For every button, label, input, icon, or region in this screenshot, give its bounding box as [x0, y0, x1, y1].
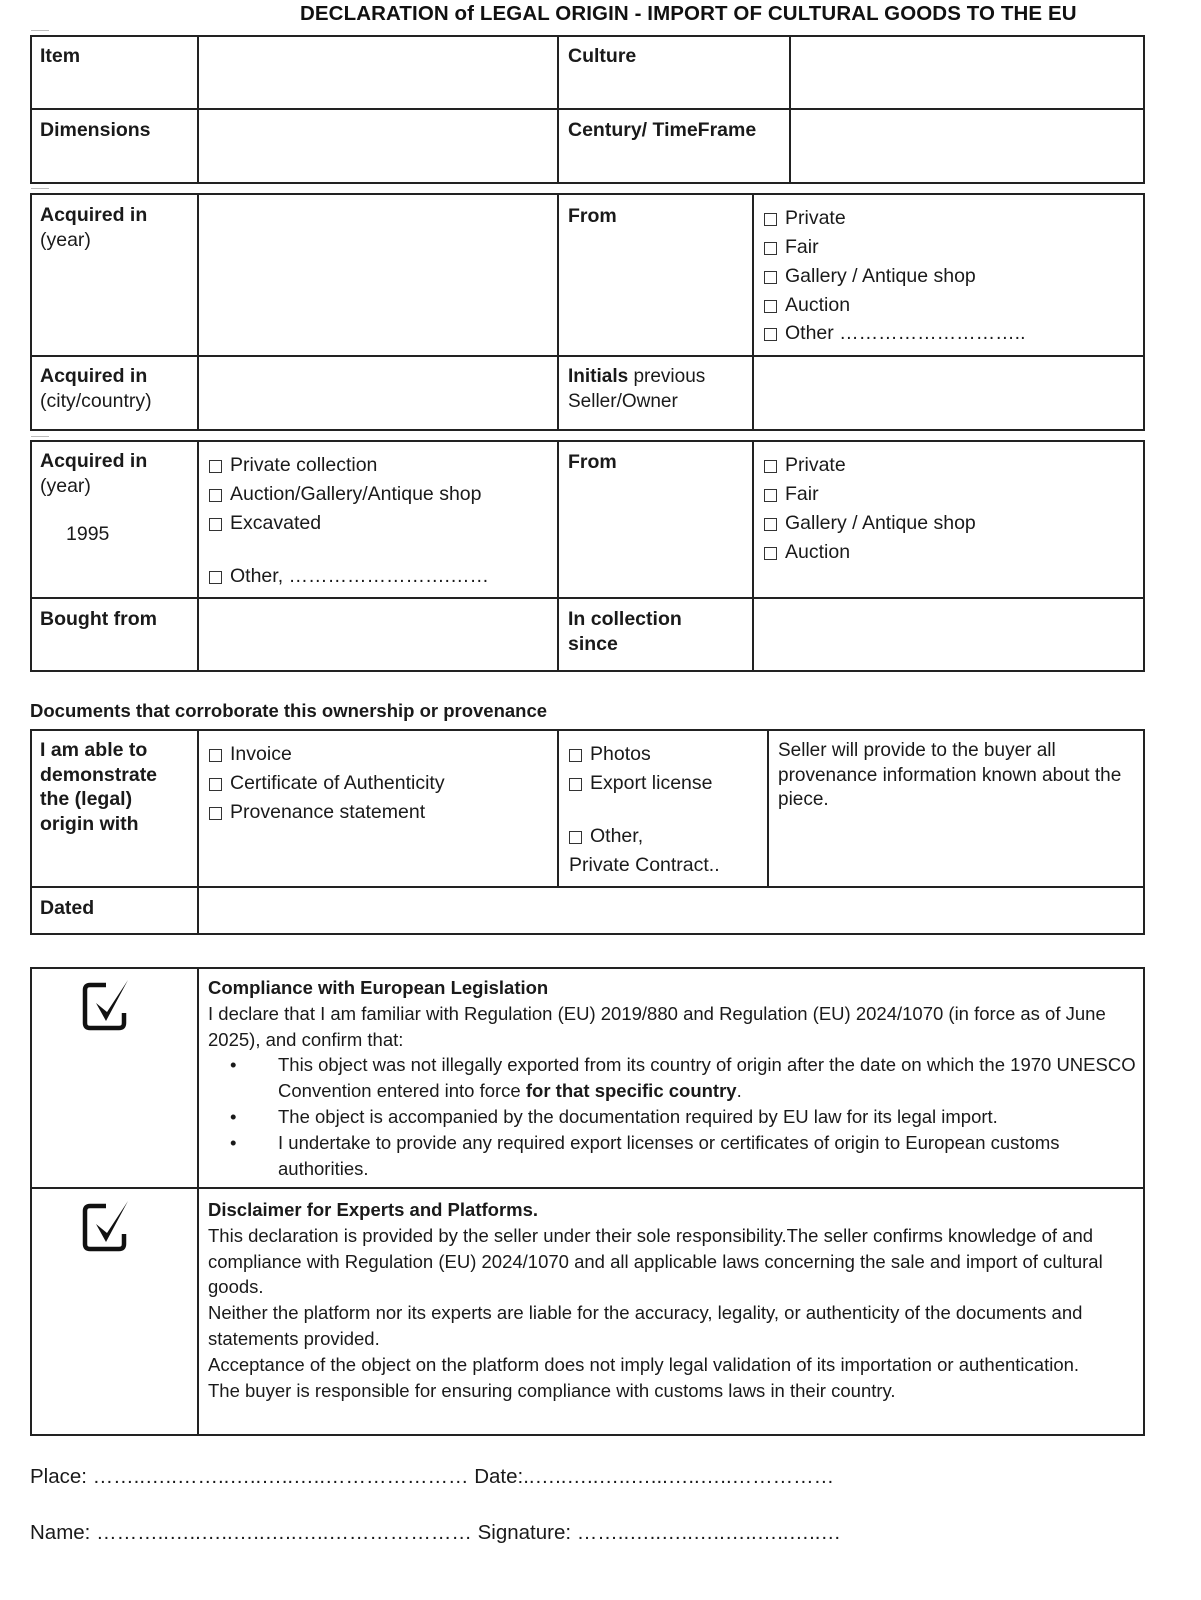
dimensions-field[interactable]	[199, 110, 557, 182]
option-gallery[interactable]	[764, 262, 1026, 291]
checkbox-icon[interactable]	[569, 778, 582, 791]
label-line2: Seller/Owner	[568, 391, 678, 412]
option-fair[interactable]	[764, 480, 976, 509]
culture-label: Culture	[568, 45, 637, 67]
checked-checkbox-icon[interactable]	[80, 977, 132, 1033]
checkbox-icon[interactable]	[764, 213, 777, 226]
document-title: DECLARATION of LEGAL ORIGIN - IMPORT OF CULTURAL GOODS TO THE EU	[300, 2, 1077, 25]
documents-section-title: Documents that corroborate this ownership or provenance	[30, 700, 548, 721]
option-provenance-statement[interactable]	[209, 798, 445, 827]
disclaimer-title: Disclaimer for Experts and Platforms.	[208, 1199, 539, 1220]
disclaimer-paragraph: Acceptance of the object on the platform does not imply legal validation of its importation or authentication.	[208, 1353, 1080, 1375]
other-value[interactable]: Private Contract..	[569, 854, 720, 876]
bullet-text-bold: for that specific country	[525, 1080, 737, 1102]
item-label: Item	[40, 45, 81, 67]
divider	[767, 729, 769, 888]
compliance-intro: I declare that I am familiar with Regulation (EU) 2019/880 and Regulation (EU) 2024/1070 (in force as of June 2025), and confirm that:	[208, 1002, 1106, 1050]
initials-label	[568, 364, 705, 414]
bullet-text: I undertake to provide any required export licenses or certificates of origin to European customs authorities.	[278, 1131, 1060, 1179]
option-auction[interactable]	[764, 291, 1026, 320]
option-other[interactable]	[764, 320, 1026, 347]
option-label: Other, …………………….……	[230, 565, 489, 587]
compliance-bullet-3	[208, 1130, 1138, 1182]
checkbox-icon[interactable]	[764, 328, 777, 341]
divider	[557, 729, 559, 888]
acquired-city-label	[40, 364, 152, 414]
document-options-2	[569, 740, 712, 798]
label-line2: since	[568, 633, 618, 655]
section-micro-label	[31, 188, 49, 189]
item-field[interactable]	[199, 37, 557, 108]
section-micro-label	[31, 436, 49, 437]
disclaimer-paragraph: This declaration is provided by the seller under their sole responsibility.The seller confirms knowledge of and compliance with Regulation (EU) 2024/1070 and all applicable laws concerning the sale and import of cultural goods.	[208, 1224, 1103, 1298]
document-other	[569, 822, 720, 880]
disclaimer-block	[208, 1197, 1143, 1403]
option-label: Auction	[785, 541, 851, 563]
acquired-year-field[interactable]	[199, 195, 557, 355]
disclaimer-paragraph: The buyer is responsible for ensuring compliance with customs laws in their country.	[208, 1379, 896, 1401]
label-bold: Acquired in	[40, 450, 148, 472]
option-label: Photos	[590, 743, 651, 765]
checkbox-icon[interactable]	[209, 489, 222, 502]
divider	[197, 967, 199, 1436]
label-rest: previous	[628, 366, 706, 387]
option-label: Other ………………………..	[785, 322, 1026, 344]
compliance-title: Compliance with European Legislation	[208, 977, 549, 998]
label-bold: Acquired in	[40, 365, 148, 387]
in-collection-field[interactable]	[754, 599, 1143, 670]
option-label: Private	[785, 454, 846, 476]
bought-from-label: Bought from	[40, 608, 157, 630]
seller-note: Seller will provide to the buyer all provenance information known about the piece.	[778, 740, 1122, 810]
option-invoice[interactable]	[209, 740, 445, 769]
option-auction[interactable]	[764, 538, 976, 567]
option-label: Other,	[590, 825, 644, 847]
option-private-collection[interactable]	[209, 451, 481, 480]
checkbox-icon[interactable]	[209, 518, 222, 531]
acquired-city-field[interactable]	[199, 357, 557, 429]
label-sub: (city/country)	[40, 390, 152, 412]
bullet-icon: •	[230, 1131, 237, 1153]
option-label: Export license	[590, 772, 713, 794]
acquired-year-label-2	[40, 449, 147, 499]
bullet-icon: •	[230, 1105, 237, 1127]
able-to-demonstrate-label	[40, 738, 157, 836]
bullet-text: This object was not illegally exported from its country of origin after the date on which the 1970 UNESCO Convention entered into force	[278, 1054, 1136, 1102]
dated-label: Dated	[40, 897, 95, 919]
option-auction-gallery[interactable]	[209, 480, 481, 509]
compliance-bullet-2	[208, 1104, 1138, 1130]
name-signature-line[interactable]: Name: ………..…..…..…..…..…..………………… Signature: ……..…..…..…..…..…..…..…	[30, 1521, 842, 1544]
option-fair[interactable]	[764, 233, 1026, 262]
compliance-bullet-1	[208, 1052, 1138, 1104]
option-gallery[interactable]	[764, 509, 976, 538]
source-options	[209, 451, 481, 538]
checkbox-icon[interactable]	[209, 749, 222, 762]
option-label: Private	[785, 207, 846, 229]
label-bold: Acquired in	[40, 204, 148, 226]
checkbox-icon[interactable]	[209, 571, 222, 584]
option-label: Provenance statement	[230, 801, 426, 823]
checkbox-icon[interactable]	[764, 518, 777, 531]
divider	[557, 193, 559, 431]
option-other[interactable]	[569, 822, 720, 851]
checkbox-icon[interactable]	[209, 460, 222, 473]
divider	[557, 440, 559, 672]
option-label: Gallery / Antique shop	[785, 265, 976, 287]
option-export-license[interactable]	[569, 769, 712, 798]
section-micro-label	[31, 30, 49, 31]
from-label-2: From	[568, 451, 617, 473]
bought-from-field[interactable]	[199, 599, 557, 670]
culture-field[interactable]	[791, 37, 1143, 108]
option-photos[interactable]	[569, 740, 712, 769]
from-label: From	[568, 205, 617, 227]
option-excavated[interactable]	[209, 509, 481, 538]
bullet-text: The object is accompanied by the documentation required by EU law for its legal import.	[278, 1105, 998, 1127]
checkbox-icon[interactable]	[209, 807, 222, 820]
checkbox-icon[interactable]	[569, 831, 582, 844]
divider	[30, 1187, 1145, 1189]
checkbox-icon[interactable]	[764, 460, 777, 473]
checkbox-icon[interactable]	[764, 547, 777, 560]
label-bold: Initials	[568, 366, 629, 387]
option-certificate[interactable]	[209, 769, 445, 798]
bullet-text: .	[736, 1080, 742, 1102]
option-private[interactable]	[764, 451, 976, 480]
in-collection-label	[568, 607, 682, 657]
century-field[interactable]	[791, 110, 1143, 182]
option-label: Auction/Gallery/Antique shop	[230, 483, 482, 505]
checkbox-icon[interactable]	[764, 242, 777, 255]
document-options-1	[209, 740, 445, 827]
option-label: Invoice	[230, 743, 292, 765]
dimensions-label: Dimensions	[40, 119, 151, 141]
option-private[interactable]	[764, 204, 1026, 233]
checkbox-icon[interactable]	[764, 489, 777, 502]
dated-field[interactable]	[199, 888, 1143, 933]
checked-checkbox-icon[interactable]	[80, 1198, 132, 1254]
option-other[interactable]	[209, 562, 489, 591]
label-line1: In collection	[568, 608, 682, 630]
option-label: Private collection	[230, 454, 378, 476]
acquired-year-label	[40, 203, 147, 253]
compliance-block	[208, 975, 1138, 1181]
from-options	[764, 204, 1026, 347]
label-line: demonstrate	[40, 763, 158, 786]
option-label: Fair	[785, 483, 819, 505]
checkbox-icon[interactable]	[764, 271, 777, 284]
checkbox-icon[interactable]	[209, 778, 222, 791]
source-other	[209, 562, 489, 591]
option-label: Certificate of Authenticity	[230, 772, 445, 794]
label-line: I am able to	[40, 739, 148, 761]
label-line: the (legal)	[40, 788, 133, 810]
from-options-2	[764, 451, 976, 567]
option-label: Excavated	[230, 512, 322, 534]
option-label: Gallery / Antique shop	[785, 512, 976, 534]
checkbox-icon[interactable]	[764, 300, 777, 313]
place-date-line[interactable]: Place: ……..…..……..…..…..…..………………… Date:..…..…..…..…...…..…..……………	[30, 1465, 835, 1488]
option-label: Auction	[785, 294, 851, 316]
label-sub: (year)	[40, 229, 91, 251]
initials-field[interactable]	[754, 357, 1143, 429]
label-line: origin with	[40, 812, 139, 835]
acquired-year-value[interactable]: 1995	[66, 523, 110, 545]
label-sub: (year)	[40, 475, 91, 497]
disclaimer-paragraph: Neither the platform nor its experts are liable for the accuracy, legality, or authenticity of the documents and statements provided.	[208, 1302, 1083, 1349]
bullet-icon: •	[230, 1054, 237, 1076]
century-label: Century/ TimeFrame	[568, 119, 757, 141]
checkbox-icon[interactable]	[569, 749, 582, 762]
option-label: Fair	[785, 236, 819, 258]
